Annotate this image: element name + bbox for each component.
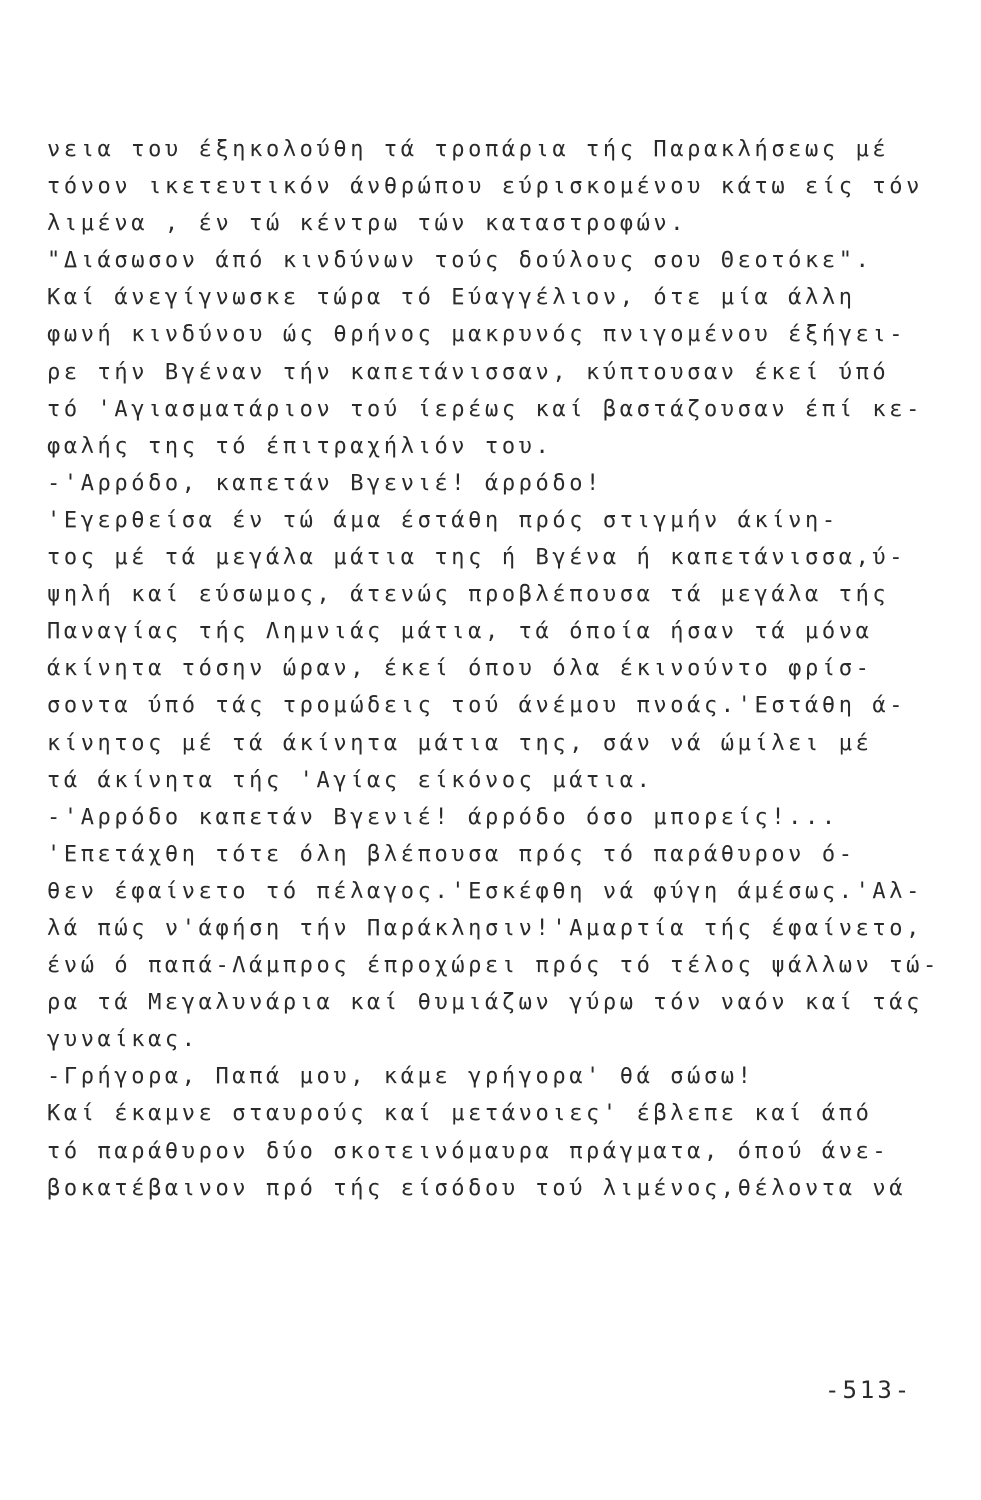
text-line: φαλής της τό έπιτραχήλιόν του.	[47, 433, 553, 459]
text-line: Καί άνεγίγνωσκε τώρα τό Εύαγγέλιον, ότε μία άλλη	[47, 285, 856, 311]
text-line: -'Αρρόδο, καπετάν Βγενιέ! άρρόδο!	[47, 470, 603, 496]
text-line: λά πώς ν'άφήση τήν Παράκλησιν!'Αμαρτία τής έφαίνετο,	[47, 915, 923, 941]
text-line: βοκατέβαινον πρό τής είσόδου τού λιμένος,θέλοντα νά	[47, 1175, 907, 1201]
text-line: Παναγίας τής Λημνιάς μάτια, τά όποία ήσαν τά μόνα	[47, 619, 873, 645]
text-line: ρα τά Μεγαλυνάρια καί θυμιάζων γύρω τόν ναόν καί τάς	[47, 990, 923, 1016]
page-number: -513-	[825, 1376, 913, 1404]
text-line: γυναίκας.	[47, 1027, 199, 1053]
text-line: ένώ ό παπά-Λάμπρος έπροχώρει πρός τό τέλος ψάλλων τώ-	[47, 953, 940, 979]
text-line: -'Αρρόδο καπετάν Βγενιέ! άρρόδο όσο μπορείς!...	[47, 804, 839, 830]
text-line: σοντα ύπό τάς τρομώδεις τού άνέμου πνοάς.'Εστάθη ά-	[47, 693, 907, 719]
text-line: άκίνητα τόσην ώραν, έκεί όπου όλα έκινούντο φρίσ-	[47, 656, 873, 682]
text-line: λιμένα , έν τώ κέντρω τών καταστροφών.	[47, 211, 688, 237]
text-line: ψηλή καί εύσωμος, άτενώς προβλέπουσα τά μεγάλα τής	[47, 582, 890, 608]
text-line: Καί έκαμνε σταυρούς καί μετάνοιες' έβλεπε καί άπό	[47, 1101, 873, 1127]
text-line: κίνητος μέ τά άκίνητα μάτια της, σάν νά ώμίλει μέ	[47, 730, 873, 756]
text-line: ρε τήν Βγέναν τήν καπετάνισσαν, κύπτουσαν έκεί ύπό	[47, 359, 890, 385]
text-line: τό 'Αγιασματάριον τού ίερέως καί βαστάζουσαν έπί κε-	[47, 396, 923, 422]
text-line: τόνον ικετευτικόν άνθρώπου εύρισκομένου κάτω είς τόν	[47, 174, 923, 200]
text-line: 'Επετάχθη τότε όλη βλέπουσα πρός τό παράθυρον ό-	[47, 841, 856, 867]
text-line: "Διάσωσον άπό κινδύνων τούς δούλους σου Θεοτόκε".	[47, 248, 873, 274]
text-line: τά άκίνητα τής 'Αγίας είκόνος μάτια.	[47, 767, 654, 793]
text-line: νεια του έξηκολούθη τά τροπάρια τής Παρακλήσεως μέ	[47, 137, 890, 162]
text-line: τος μέ τά μεγάλα μάτια της ή Βγένα ή καπετάνισσα,ύ-	[47, 545, 907, 571]
text-line: τό παράθυρον δύο σκοτεινόμαυρα πράγματα, όπού άνε-	[47, 1138, 890, 1164]
text-line: -Γρήγορα, Παπά μου, κάμε γρήγορα' θά σώσω!	[47, 1064, 755, 1090]
text-line: 'Εγερθείσα έν τώ άμα έστάθη πρός στιγμήν άκίνη-	[47, 507, 839, 533]
text-line: φωνή κινδύνου ώς θρήνος μακρυνός πνιγομένου έξήγει-	[47, 322, 907, 348]
text-line: θεν έφαίνετο τό πέλαγος.'Εσκέφθη νά φύγη άμέσως.'Αλ-	[47, 878, 923, 904]
body-text	[47, 131, 940, 1207]
